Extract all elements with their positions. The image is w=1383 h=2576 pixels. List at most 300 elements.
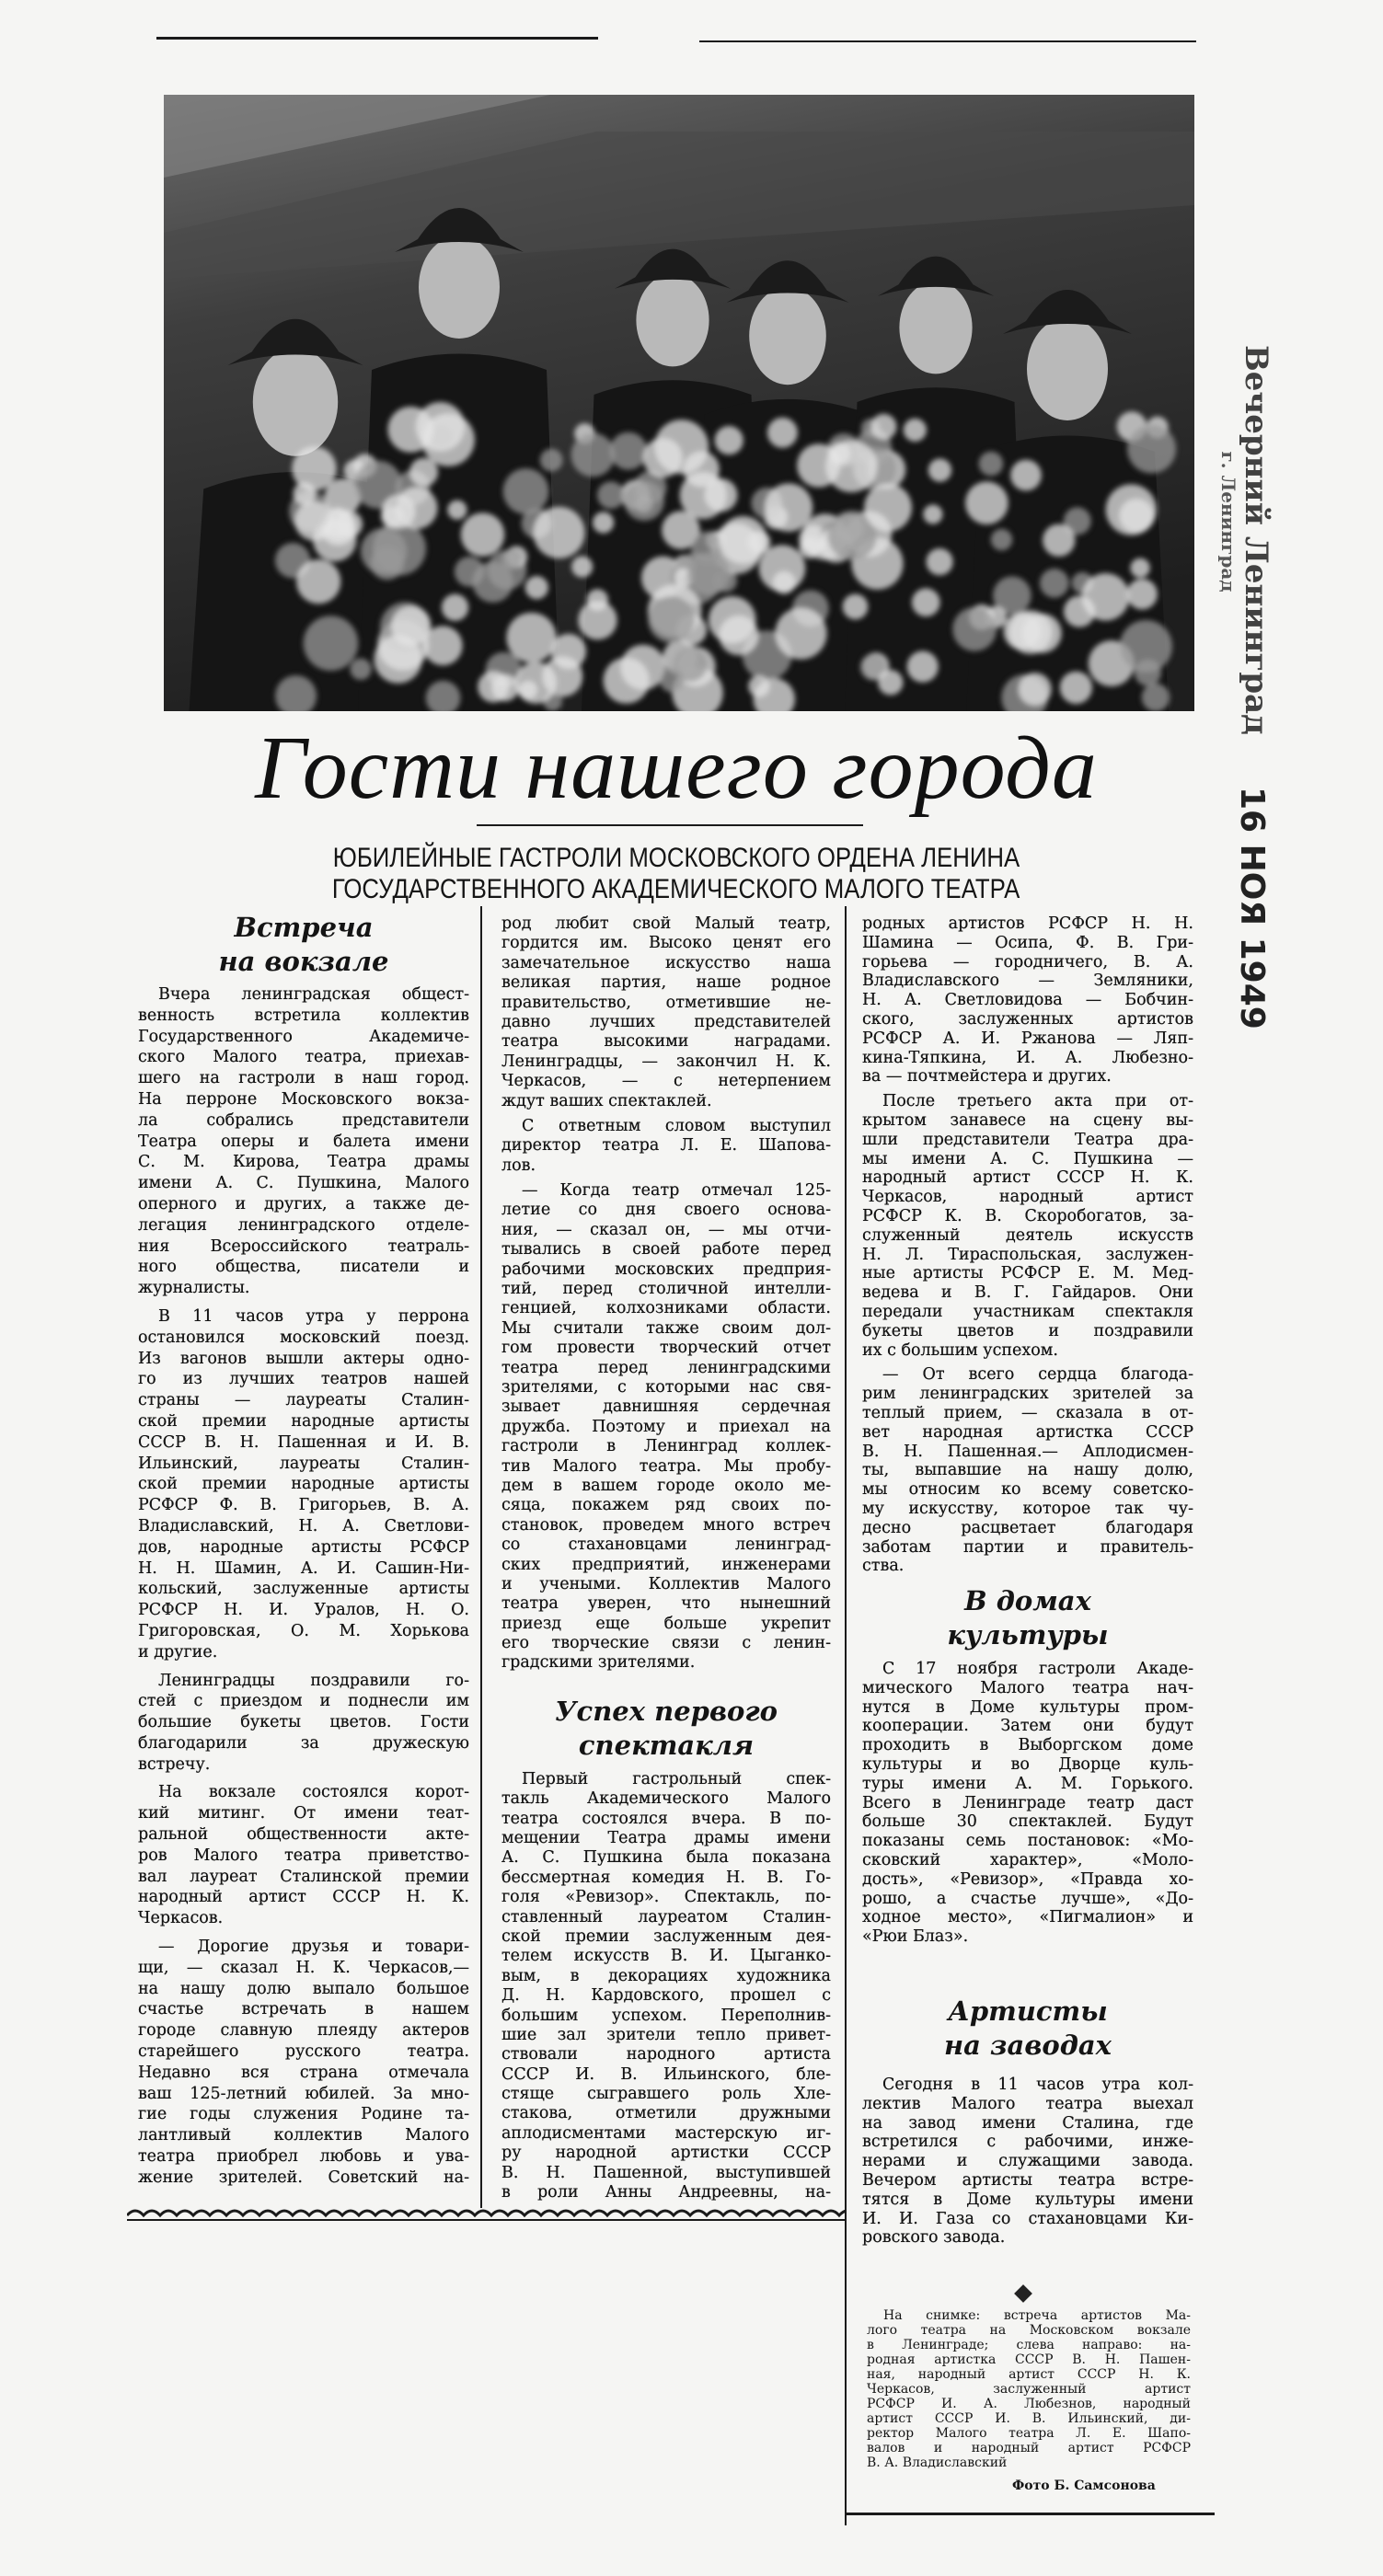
text-line: Д. Н. Кардовского, прошел с [501, 1986, 831, 2006]
flower [765, 483, 813, 531]
text-line: ждут ваших спектаклей. [501, 1091, 712, 1110]
text-line: — Когда театр отмечал 125- [522, 1181, 831, 1201]
flower [578, 601, 617, 639]
paragraph [862, 914, 1193, 1087]
text-line: кина-Тяпкина, И. А. Любезно- [862, 1048, 1193, 1067]
text-line: мы относим ко всему советско- [862, 1480, 1193, 1500]
flower [979, 452, 1004, 477]
text-line: ла собрались представители [138, 1110, 469, 1130]
text-line: РСФСР Н. И. Уралов, Н. О. [138, 1601, 469, 1620]
paragraph [138, 1306, 469, 1663]
text-line: му искусству, которое так чу- [862, 1499, 1193, 1518]
top-border-rule [156, 37, 598, 40]
archive-stamp-date: 16 НОЯ 1949 [1233, 787, 1271, 1029]
text-line: С 17 ноября гастроли Акаде- [882, 1660, 1193, 1679]
column-divider [480, 906, 482, 2208]
text-line: лектив Малого театра выехал [862, 2094, 1193, 2113]
heading-line: Встреча [234, 912, 374, 943]
section-heading [501, 1695, 831, 1763]
text-line: — Дорогие друзья и товари- [158, 1938, 469, 1957]
heading-line: спектакля [578, 1729, 755, 1761]
flower [1010, 460, 1042, 491]
flower [767, 418, 798, 448]
text-line: Черкасов. [138, 1909, 224, 1928]
flower [965, 481, 1008, 524]
flower [643, 438, 683, 477]
text-line: ного общества, писатели и [138, 1258, 469, 1277]
flower [409, 458, 438, 487]
text-line: театра приобрел любовь и ува- [138, 2147, 469, 2167]
flower [825, 441, 877, 492]
flower [1019, 673, 1052, 706]
top-border-rule [699, 40, 1196, 42]
text-line: жение зрителей. Советский на- [138, 2168, 469, 2187]
flower [1127, 424, 1176, 473]
flower [551, 634, 586, 669]
text-line: туры имени А. М. Горького. [862, 1774, 1193, 1793]
paragraph [862, 2076, 1193, 2248]
text-line: в роли Анны Андреевны, на- [501, 2183, 831, 2202]
text-line: культуры и во Дворце куль- [862, 1755, 1193, 1775]
text-line: родных артистов РСФСР Н. Н. [862, 914, 1193, 933]
text-line: зывает давнишняя сердечная [501, 1397, 831, 1417]
text-line: ского Малого театра, приехав- [138, 1048, 469, 1067]
article-column-2 [501, 914, 831, 2202]
text-line: градскими зрителями. [501, 1653, 696, 1673]
text-line: крытом занавесе на сцену вы- [862, 1110, 1193, 1130]
heading-line: Артисты [948, 1995, 1108, 2028]
section-heading [138, 911, 469, 979]
text-line: встретился с рабочими, инже- [862, 2133, 1193, 2152]
flower [1142, 684, 1170, 711]
text-line: ставленный лауреатом Сталин- [501, 1907, 831, 1926]
text-line: РСФСР А. И. Ржанова — Ляп- [862, 1029, 1193, 1048]
text-line: передали участникам спектакля [862, 1302, 1193, 1321]
text-line: «Рюи Блаз». [862, 1927, 969, 1947]
text-line: На вокзале состоялся корот- [158, 1783, 469, 1802]
archive-stamp-newspaper: Вечерний Ленинград [1238, 345, 1274, 735]
flower [843, 594, 869, 620]
paragraph [501, 1181, 831, 1673]
flower [350, 659, 371, 680]
text-line: Владиславский, Н. А. Светлови- [138, 1516, 469, 1535]
text-line: СССР И. В. Ильинского, бле- [501, 2064, 831, 2084]
text-line: ской премии народные артисты [138, 1475, 469, 1494]
text-line: и учеными. Коллектив Малого [501, 1574, 831, 1593]
flower [540, 449, 563, 472]
photo-caption [867, 2308, 1191, 2470]
text-line: оперного и других, а также де- [138, 1194, 469, 1213]
text-line: давно лучших представителей [501, 1012, 831, 1031]
text-line: такль Академического Малого [501, 1789, 831, 1809]
text-line: показаны семь постановок: «Мо- [862, 1832, 1193, 1851]
text-line: Н. А. Светловидова — Бобчин- [862, 991, 1193, 1010]
text-line: на завод имени Сталина, где [862, 2113, 1193, 2133]
flower [374, 635, 421, 683]
text-line: народный артист СССР Н. К. [862, 1168, 1193, 1188]
text-line: стяще сыгравшего роль Хле- [501, 2085, 831, 2104]
text-line: ской премии народные артисты [138, 1411, 469, 1431]
text-line: ва — почтмейстера и других. [862, 1067, 1112, 1087]
text-line: стакова, отметили дружными [501, 2104, 831, 2123]
text-line: его творческие связи с ленин- [501, 1634, 831, 1653]
text-line: журналисты. [138, 1279, 250, 1298]
text-line: рабочими московских предприя- [501, 1259, 831, 1279]
text-line: горьева — городничего, В. А. [862, 952, 1193, 972]
text-line: остановился московский поезд. [138, 1328, 469, 1347]
text-line: РСФСР К. В. Скоробогатов, за- [862, 1206, 1193, 1225]
text-line: вал лауреат Сталинской премии [138, 1867, 469, 1886]
paragraph [138, 1937, 469, 2189]
text-line: рошо, а счастье лучше», «До- [862, 1889, 1193, 1908]
caption-line: родная артистка СССР В. Н. Пашен- [867, 2352, 1191, 2367]
paragraph [138, 1782, 469, 1929]
flower [1135, 659, 1161, 685]
heading-line: на вокзале [218, 946, 389, 977]
text-line: зрителями, с которыми нас свя- [501, 1377, 831, 1397]
flower [525, 576, 548, 599]
text-line: на нашу долю выпало большое [138, 1979, 469, 1998]
caption-line: лого театра на Московском вокзале [867, 2323, 1191, 2338]
flower [620, 645, 665, 690]
text-line: шие зал зрители тепло привет- [501, 2025, 831, 2044]
text-line: Шамина — Осипа, Ф. В. Гри- [862, 933, 1193, 952]
text-line: гом провести творческий отчет [501, 1339, 831, 1358]
text-line: И. И. Газа со стахановцами Ки- [862, 2209, 1193, 2228]
text-line: гордится им. Высоко ценят его [501, 934, 831, 953]
text-line: нутся в Доме культуры пром- [862, 1697, 1193, 1717]
column-divider [845, 906, 847, 2525]
flower [1127, 579, 1158, 609]
text-line: вым, в декорациях художника [501, 1966, 831, 1985]
text-line: В 11 часов утра у перрона [158, 1306, 469, 1326]
flower [1130, 558, 1149, 578]
text-line: летие со дня своего основа- [501, 1201, 831, 1220]
text-line: приезд еще больше укрепит [501, 1614, 831, 1633]
flower [624, 480, 664, 521]
text-line: дем в вашем городе около ме- [501, 1476, 831, 1495]
paragraph [501, 1770, 831, 2203]
text-line: страны — лауреаты Сталин- [138, 1391, 469, 1410]
text-line: большие букеты цветов. Гости [138, 1713, 469, 1732]
text-line: ты, выпавшие на нашу долю, [862, 1461, 1193, 1480]
diamond-ornament-icon [1014, 2284, 1032, 2303]
text-line: вет народная артистка СССР [862, 1422, 1193, 1442]
text-line: служенный деятель искусств [862, 1225, 1193, 1245]
text-line: го из лучших театров нашей [138, 1370, 469, 1389]
flower [361, 528, 407, 574]
text-line: На перроне Московского вокза- [138, 1089, 469, 1109]
text-line: старейшего русского театра. [138, 2042, 469, 2062]
text-line: заботам партии и правитель- [862, 1537, 1193, 1557]
text-line: встречу. [138, 1754, 211, 1774]
flower [447, 500, 467, 520]
text-line: род любит свой Малый театр, [501, 914, 831, 933]
text-line: великая партия, наше родное [501, 973, 831, 993]
text-line: десно расцветает благодаря [862, 1518, 1193, 1537]
text-line: нерами и служащими завода. [862, 2152, 1193, 2171]
text-line: ровского завода. [862, 2228, 1006, 2248]
text-line: со стахановцами ленинград- [501, 1535, 831, 1555]
flower [952, 607, 997, 651]
text-line: Н. Л. Тираспольская, заслужен- [862, 1245, 1193, 1264]
text-line: театра состоялся вчера. В по- [501, 1809, 831, 1828]
headline-underline [477, 824, 863, 826]
text-line: тятся в Доме культуры имени [862, 2190, 1193, 2209]
article-column-3 [862, 914, 1193, 2248]
flower [1106, 484, 1157, 535]
subheadline-line-1 [156, 843, 1196, 874]
text-line: А. С. Пушкина была показана [501, 1848, 831, 1868]
flower [904, 419, 927, 442]
text-line: теплый прием, — сказала в от- [862, 1403, 1193, 1422]
caption-line: ная, народный артист СССР Н. К. [867, 2367, 1191, 2382]
text-line: имени А. С. Пушкина, Малого [138, 1174, 469, 1193]
heading-line: культуры [947, 1619, 1109, 1651]
text-line: генцией, колхозниками области. [501, 1299, 831, 1318]
text-line: их с большим успехом. [862, 1340, 1058, 1360]
text-line: Государственного Академиче- [138, 1027, 469, 1046]
paragraph [501, 914, 831, 1111]
flower [927, 548, 953, 575]
archive-stamp-city: г. Ленинград [1217, 451, 1239, 592]
text-line: мического Малого театра нач- [862, 1678, 1193, 1697]
text-line: мещении Театра драмы имени [501, 1829, 831, 1848]
bottom-border-rule [845, 2513, 1215, 2515]
flower [680, 472, 727, 519]
photo-credit: Фото Б. Самсонова [1012, 2478, 1156, 2493]
flower [571, 433, 615, 477]
caption-line: валов и народный артист РСФСР [867, 2441, 1191, 2455]
text-line: замечательное искусство наша [501, 953, 831, 972]
text-line: Всего в Ленинграде театр даст [862, 1793, 1193, 1812]
heading-line: на заводах [944, 2030, 1112, 2062]
text-line: тывались в своей работе перед [501, 1240, 831, 1259]
text-line: шего на гастроли в наш город. [138, 1069, 469, 1088]
flower [423, 626, 463, 665]
flower [387, 407, 433, 453]
flower [533, 507, 584, 558]
subheadline-text: ГОСУДАРСТВЕННОГО АКАДЕМИЧЕСКОГО МАЛОГО ТЕАТРА [332, 874, 1020, 904]
caption-line: ректор Малого театра Л. Е. Шапо- [867, 2426, 1191, 2441]
text-line: Недавно вся страна отмечала [138, 2063, 469, 2082]
text-line: мы имени А. С. Пушкина — [862, 1149, 1193, 1168]
flower [304, 615, 359, 671]
text-line: Ленинградцы, — закончил Н. К. [501, 1052, 831, 1071]
text-line: гастроли в Ленинград коллек- [501, 1437, 831, 1456]
text-line: тив Малого театра. Мы пробу- [501, 1456, 831, 1476]
text-line: РСФСР Ф. В. Григорьев, В. А. [138, 1496, 469, 1515]
flower [660, 668, 685, 693]
flower [759, 545, 806, 592]
text-line: телем искусств В. И. Цыганко- [501, 1947, 831, 1966]
text-line: В. Н. Пашенная.— Аплодисмен- [862, 1442, 1193, 1461]
text-line: кий митинг. От имени теат- [138, 1804, 469, 1823]
headline: Гости нашего города [255, 719, 1098, 818]
text-line: Ленинградцы поздравили го- [158, 1671, 469, 1690]
caption-line: Черкасов, заслуженный артист [867, 2382, 1191, 2397]
text-line: ской премии заслуженным дея- [501, 1926, 831, 1946]
flower [506, 613, 556, 662]
text-line: народный артист СССР Н. К. [138, 1888, 469, 1907]
text-line: ских предприятий, инженерами [501, 1555, 831, 1574]
text-line: После третьего акта при от- [882, 1092, 1193, 1111]
text-line: больше 30 спектаклей. Будут [862, 1812, 1193, 1832]
flower [719, 615, 758, 655]
text-line: Из вагонов вышли актеры одно- [138, 1349, 469, 1368]
flower [571, 557, 593, 578]
text-line: дружба. Поэтому и приехал на [501, 1417, 831, 1436]
flower [1060, 672, 1092, 704]
text-line: СССР В. Н. Пашенная и И. В. [138, 1432, 469, 1452]
text-line: правительство, отметившие не- [501, 993, 831, 1012]
text-line: Черкасов, народный артист [862, 1188, 1193, 1207]
text-line: кольский, заслуженные артисты [138, 1580, 469, 1599]
news-photo [164, 95, 1194, 711]
flower [912, 588, 940, 616]
text-line: Мы считали также своим дол- [501, 1318, 831, 1338]
text-line: ния Всероссийского театраль- [138, 1236, 469, 1256]
heading-line: Успех первого [555, 1695, 778, 1727]
paragraph [862, 1365, 1193, 1576]
text-line: лов. [501, 1156, 536, 1175]
flower [515, 661, 557, 703]
text-line: лантливый коллектив Малого [138, 2126, 469, 2145]
caption-line: артист СССР И. В. Ильинский, ди- [867, 2411, 1191, 2426]
text-line: — От всего сердца благода- [882, 1365, 1193, 1385]
text-line: ральной общественности акте- [138, 1825, 469, 1845]
text-line: Владиславского — Земляники, [862, 972, 1193, 991]
wavy-border [127, 2206, 847, 2225]
caption-line: в Ленинграде; слева направо: на- [867, 2338, 1191, 2352]
flower [870, 414, 896, 440]
text-line: городе славную плеяду актеров [138, 2021, 469, 2041]
flower [296, 559, 340, 604]
text-line: Театра оперы и балета имени [138, 1132, 469, 1151]
flower [1064, 595, 1095, 627]
text-line: аплодисментами мастерскую иг- [501, 2123, 831, 2143]
text-line: ния, — сказал он, — мы отчи- [501, 1220, 831, 1239]
text-line: голя «Ревизор». Спектакль, по- [501, 1888, 831, 1907]
section-heading [862, 1584, 1193, 1652]
flower [1008, 610, 1052, 653]
flower [687, 552, 731, 595]
caption-line: На снимке: встреча артистов Ма- [883, 2308, 1191, 2323]
paragraph [501, 1117, 831, 1176]
text-line: становок, проведем много встреч [501, 1515, 831, 1535]
text-line: Первый гастрольный спек- [522, 1769, 831, 1788]
flower [648, 596, 695, 643]
text-line: Григоровская, О. М. Хорькова [138, 1621, 469, 1640]
flower [748, 675, 770, 697]
text-line: ства. [862, 1557, 905, 1576]
text-line: ведева и В. Г. Гайдаров. Они [862, 1283, 1193, 1303]
flower [878, 670, 903, 695]
paragraph [138, 984, 469, 1299]
caption-line: РСФСР И. А. Любезнов, народный [867, 2397, 1191, 2411]
flower [1043, 524, 1075, 557]
flower [610, 432, 648, 470]
text-line: Черкасов, — с нетерпением [501, 1072, 831, 1091]
text-line: Вечером артисты театра встре- [862, 2171, 1193, 2191]
text-line: С. М. Кирова, Театра драмы [138, 1153, 469, 1172]
flower [991, 529, 1012, 550]
text-line: стей с приездом и поднесли им [138, 1692, 469, 1711]
flower [719, 516, 766, 564]
text-line: дость», «Ревизор», «Правда хо- [862, 1869, 1193, 1889]
subheadline-line-2 [156, 874, 1196, 905]
subheadline-text: ЮБИЛЕЙНЫЕ ГАСТРОЛИ МОСКОВСКОГО ОРДЕНА ЛЕНИНА [332, 843, 1020, 873]
text-line: большим успехом. Переполнив- [501, 2006, 831, 2025]
paragraph [862, 1660, 1193, 1947]
text-line: благодарили за дружескую [138, 1733, 469, 1753]
text-line: Сегодня в 11 часов утра кол- [882, 2076, 1193, 2095]
text-line: театра высокими наградами. [501, 1032, 831, 1052]
flower [923, 504, 942, 523]
flower [442, 594, 468, 621]
text-line: ствовали народного артиста [501, 2045, 831, 2064]
text-line: рим ленинградских зрителей за [862, 1385, 1193, 1404]
text-line: Вчера ленинградская общест- [158, 985, 469, 1004]
text-line: ные артисты РСФСР Е. М. Мед- [862, 1264, 1193, 1283]
text-line: дов, народные артисты РСФСР [138, 1537, 469, 1557]
text-line: С ответным словом выступил [522, 1116, 831, 1135]
flower [503, 468, 549, 514]
text-line: тий, перед столичной интелли- [501, 1280, 831, 1299]
text-line: В. Н. Пашенной, выступившей [501, 2163, 831, 2182]
text-line: и другие. [138, 1642, 218, 1662]
flower [715, 426, 743, 454]
text-line: проходить в Выборгском доме [862, 1736, 1193, 1755]
flower [597, 481, 625, 509]
paragraph [862, 1092, 1193, 1360]
text-line: легация ленинградского отделе- [138, 1215, 469, 1235]
text-line: щи, — сказал Н. К. Черкасов,— [138, 1958, 469, 1977]
caption-line: В. А. Владиславский [867, 2455, 1008, 2470]
text-line: счастье встречать в нашем [138, 2000, 469, 2019]
text-line: шли представители Театра дра- [862, 1130, 1193, 1149]
flower [501, 549, 523, 570]
section-heading [862, 1995, 1193, 2063]
flower [1040, 569, 1069, 598]
flower [593, 512, 614, 533]
flower [800, 537, 822, 559]
text-line: ваш 125-летний юбилей. За мно- [138, 2084, 469, 2103]
text-line: театра перед ленинградскими [501, 1358, 831, 1377]
text-line: ру народной артистки СССР [501, 2144, 831, 2163]
article-column-1 [138, 911, 469, 2189]
heading-line: В домах [964, 1585, 1091, 1617]
flower [396, 487, 438, 529]
text-line: сковский характер», «Моло- [862, 1851, 1193, 1870]
text-line: ров Малого театра приветство- [138, 1846, 469, 1865]
text-line: венность встретила коллектив [138, 1006, 469, 1025]
flower [294, 501, 334, 541]
text-line: гие годы служения Родине та- [138, 2105, 469, 2124]
text-line: букеты цветов и поздравили [862, 1321, 1193, 1340]
flower [907, 651, 939, 683]
text-line: директор театра Л. Е. Шапова- [501, 1136, 831, 1156]
flower [478, 671, 509, 702]
text-line: ского, заслуженных артистов [862, 1009, 1193, 1029]
paragraph [138, 1671, 469, 1776]
flower [775, 607, 826, 659]
text-line: сяца, покажем ряд своих по- [501, 1496, 831, 1515]
text-line: бессмертная комедия Н. В. Го- [501, 1868, 831, 1887]
text-line: театра уверен, что нынешний [501, 1594, 831, 1614]
text-line: кооперации. Затем они будут [862, 1717, 1193, 1736]
flower [928, 458, 951, 481]
